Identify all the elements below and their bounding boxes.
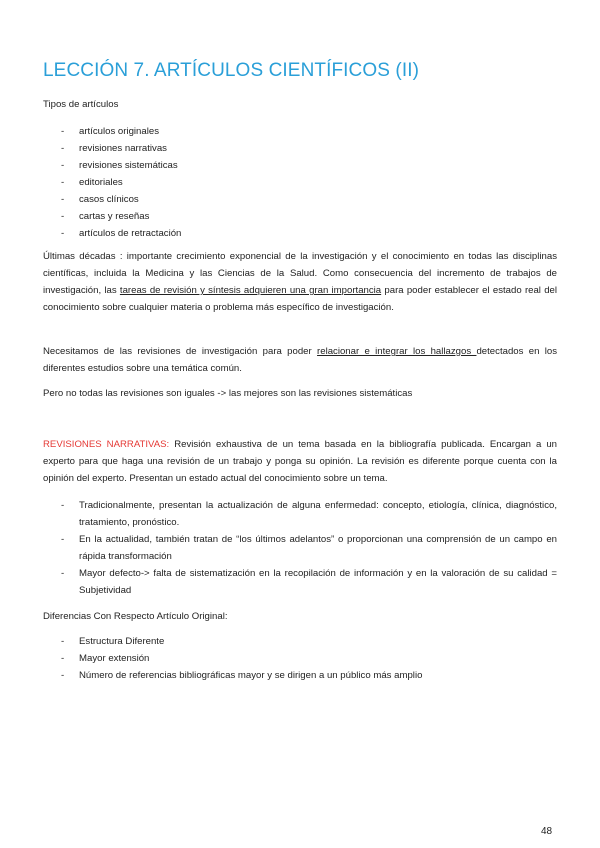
list-item: - artículos originales [61,126,159,137]
list-item: - En la actualidad, también tratan de “los últimos adelantos” o proporcionan una comprensión de un campo en rápida transformación [61,534,557,562]
list-item: - Estructura Diferente [61,636,165,647]
narrativas-paragraph: REVISIONES NARRATIVAS: Revisión exhaustiva de un tema basada en la bibliografía publicada. Encargan a un experto para que haga una revisión de un trabajo y ponga su opinión. La revisión es diferente porque cuenta con la opinión del experto. Presentan un estado actual del conocimiento sobre un tema. [43,439,557,484]
list-item: - casos clínicos [61,194,139,205]
ultimas-paragraph: Últimas décadas : importante crecimiento exponencial de la investigación y el conocimiento en todas las disciplinas científicas, incluida la Medicina y las Ciencias de la Salud. Como consecuencia del incremento de trabajos de investigación, las tareas de revisión y síntesis adquieren una gran importancia para poder establecer el estado real del conocimiento sobre cualquier materia o problema más específico de investigación. [43,251,557,313]
page-number: 48 [541,826,553,837]
list-item: - revisiones narrativas [61,143,167,154]
list-item: - cartas y reseñas [61,211,150,222]
narrativas-list [43,497,557,599]
list-item: - Tradicionalmente, presentan la actualización de alguna enfermedad: concepto, etiología, clínica, diagnóstico, tratamiento, pronóstico. [61,500,557,528]
underlined-phrase: tareas de revisión y síntesis adquieren una gran importancia [119,285,382,296]
necesitamos-paragraph: Necesitamos de las revisiones de investigación para poder relacionar e integrar los hallazgos detectados en los diferentes estudios sobre una temática común. [43,346,557,374]
list-item: - artículos de retractación [61,228,182,239]
underlined-phrase: relacionar e integrar los hallazgos [317,346,477,357]
list-item: - Mayor extensión [61,653,150,664]
list-item: - Número de referencias bibliográficas mayor y se dirigen a un público más amplio [61,670,423,681]
list-item: - editoriales [61,177,123,188]
section-label: REVISIONES NARRATIVAS: [43,439,170,450]
diferencias-heading: Diferencias Con Respecto Artículo Original: [43,611,228,622]
diferencias-list [43,633,557,684]
tipos-heading: Tipos de artículos [43,99,119,110]
list-item: - Mayor defecto-> falta de sistematización en la recopilación de información y en la valoración de su calidad = Subjetividad [61,568,557,596]
tipos-list [43,123,557,242]
page-title: LECCIÓN 7. ARTÍCULOS CIENTÍFICOS (II) [43,60,420,81]
list-item: - revisiones sistemáticas [61,160,178,171]
pero-paragraph: Pero no todas las revisiones son iguales -> las mejores son las revisiones sistemáticas [43,388,413,399]
